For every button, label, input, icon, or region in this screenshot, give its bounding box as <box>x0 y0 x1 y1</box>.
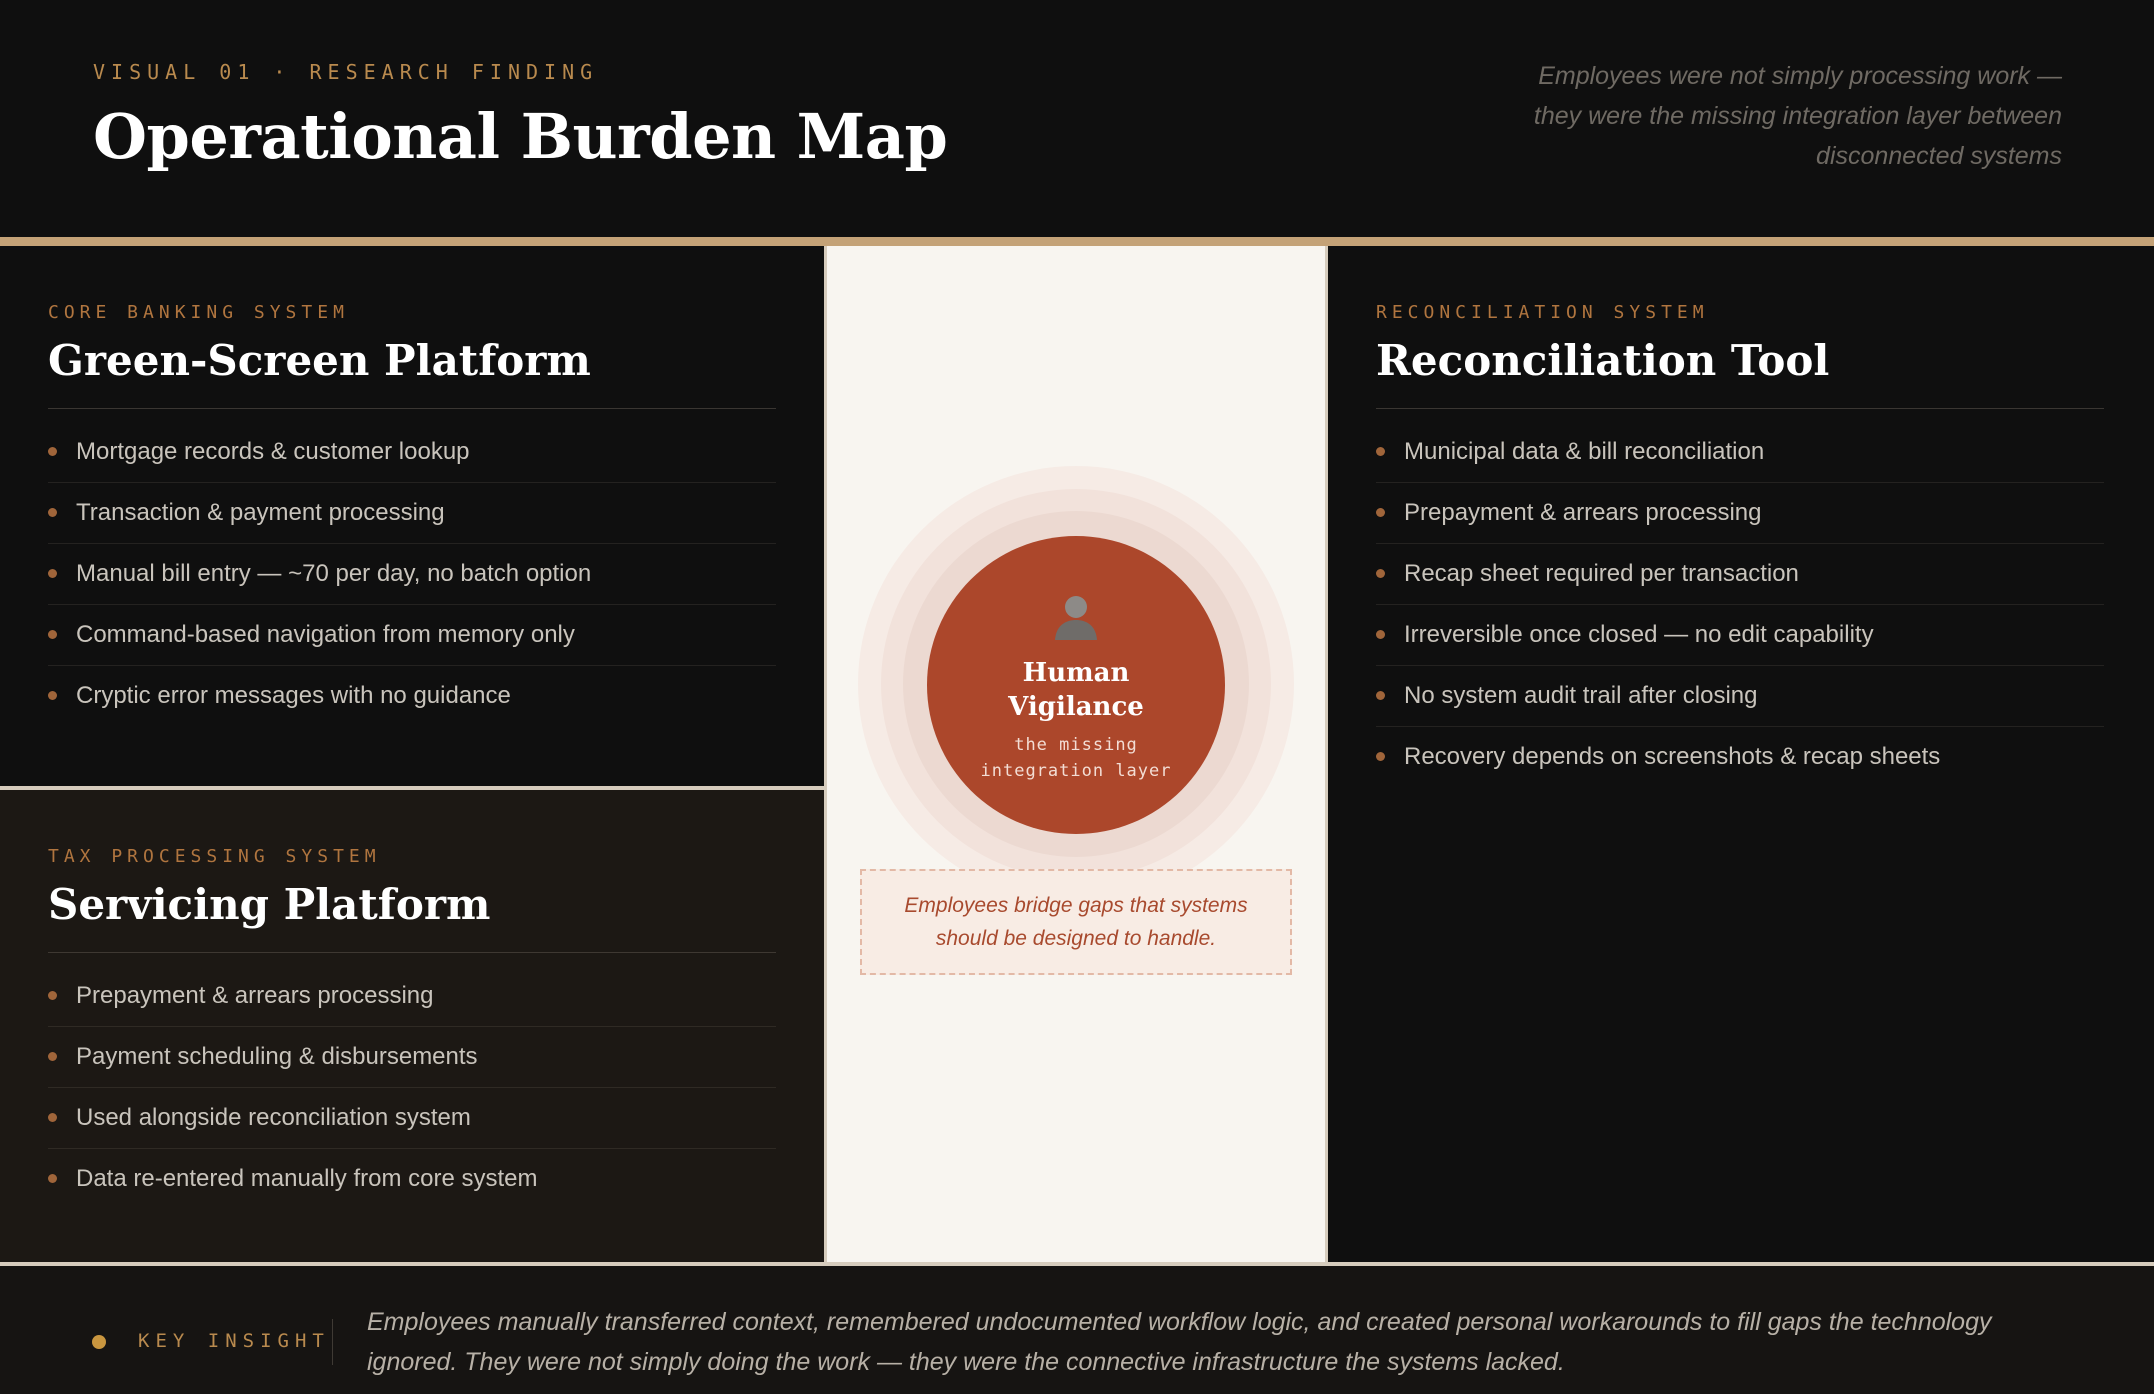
divider <box>48 952 776 953</box>
list-item <box>48 1088 776 1149</box>
list-item <box>48 483 776 544</box>
core-subtitle-line: the missing <box>1014 735 1138 755</box>
human-vigilance-panel <box>827 246 1325 1262</box>
system-title: Reconciliation Tool <box>1376 336 1830 385</box>
bullet-icon <box>1376 447 1385 456</box>
bullet-icon <box>48 569 57 578</box>
list-item-text: Prepayment & arrears processing <box>1404 499 1762 526</box>
list-item-text: Used alongside reconciliation system <box>76 1104 471 1131</box>
bullet-icon <box>1376 508 1385 517</box>
bullet-icon <box>1376 691 1385 700</box>
key-insight-label: KEY INSIGHT <box>138 1330 330 1352</box>
bullet-icon <box>48 991 57 1000</box>
page-header <box>0 0 2154 237</box>
header-quote: Employees were not simply processing work — they were the missing integration layer between disconnected systems <box>1533 62 2062 170</box>
core-subtitle <box>927 732 1225 784</box>
list-item <box>1376 544 2104 605</box>
system-item-list <box>48 422 776 726</box>
system-label: RECONCILIATION SYSTEM <box>1376 302 1709 323</box>
human-vigilance-circle <box>927 536 1225 834</box>
list-item <box>1376 666 2104 727</box>
list-item <box>48 544 776 605</box>
visual-eyebrow: VISUAL 01 · RESEARCH FINDING <box>93 60 599 84</box>
page-title: Operational Burden Map <box>93 100 948 173</box>
bullet-icon <box>48 630 57 639</box>
list-item <box>1376 422 2104 483</box>
bullet-icon <box>1376 630 1385 639</box>
list-item-text: Irreversible once closed — no edit capability <box>1404 621 1874 648</box>
list-item-text: Municipal data & bill reconciliation <box>1404 438 1765 465</box>
list-item <box>1376 605 2104 666</box>
list-item <box>1376 483 2104 544</box>
tax-processing-panel <box>0 790 824 1262</box>
bullet-icon <box>48 691 57 700</box>
system-item-list <box>48 966 776 1209</box>
divider <box>1376 408 2104 409</box>
bullet-icon <box>48 508 57 517</box>
system-title: Green-Screen Platform <box>48 336 591 385</box>
system-item-list <box>1376 422 2104 787</box>
list-item <box>48 1027 776 1088</box>
key-insight-text: Employees manually transferred context, remembered undocumented workflow logic, and created personal workarounds to fill gaps the technology ignored. They were not simply doing the work — they were the connective infrastructure the systems lacked. <box>367 1308 1992 1376</box>
list-item-text: Cryptic error messages with no guidance <box>76 682 511 709</box>
reconciliation-panel <box>1328 246 2154 1262</box>
bullet-icon <box>48 1174 57 1183</box>
list-item-text: Recap sheet required per transaction <box>1404 560 1799 587</box>
core-banking-panel <box>0 246 824 786</box>
core-title-line: Human <box>1022 658 1130 688</box>
system-title: Servicing Platform <box>48 880 491 929</box>
system-label: TAX PROCESSING SYSTEM <box>48 846 381 867</box>
list-item-text: Command-based navigation from memory only <box>76 621 575 648</box>
list-item <box>48 966 776 1027</box>
bridge-note-text: Employees bridge gaps that systems should be designed to handle. <box>904 894 1248 950</box>
list-item-text: Data re-entered manually from core system <box>76 1165 538 1192</box>
list-item-text: Mortgage records & customer lookup <box>76 438 470 465</box>
core-subtitle-line: integration layer <box>980 761 1172 781</box>
list-item-text: Payment scheduling & disbursements <box>76 1043 478 1070</box>
core-title <box>927 656 1225 724</box>
list-item-text: Transaction & payment processing <box>76 499 445 526</box>
header-gold-rule <box>0 237 2154 246</box>
system-label: CORE BANKING SYSTEM <box>48 302 349 323</box>
bullet-icon <box>48 447 57 456</box>
list-item-text: Prepayment & arrears processing <box>76 982 434 1009</box>
person-icon <box>1050 590 1102 642</box>
list-item <box>48 605 776 666</box>
list-item <box>1376 727 2104 787</box>
list-item-text: Recovery depends on screenshots & recap sheets <box>1404 743 1941 770</box>
core-title-line: Vigilance <box>1008 692 1144 722</box>
bullet-icon <box>48 1113 57 1122</box>
divider <box>48 408 776 409</box>
list-item-text: Manual bill entry — ~70 per day, no batch option <box>76 560 592 587</box>
bullet-icon <box>1376 752 1385 761</box>
key-insight-footer <box>0 1266 2154 1394</box>
list-item <box>48 422 776 483</box>
list-item-text: No system audit trail after closing <box>1404 682 1758 709</box>
list-item <box>48 1149 776 1209</box>
insight-dot-icon <box>92 1335 106 1349</box>
bridge-note <box>860 869 1292 975</box>
list-item <box>48 666 776 726</box>
bullet-icon <box>1376 569 1385 578</box>
bullet-icon <box>48 1052 57 1061</box>
footer-separator <box>332 1319 333 1365</box>
